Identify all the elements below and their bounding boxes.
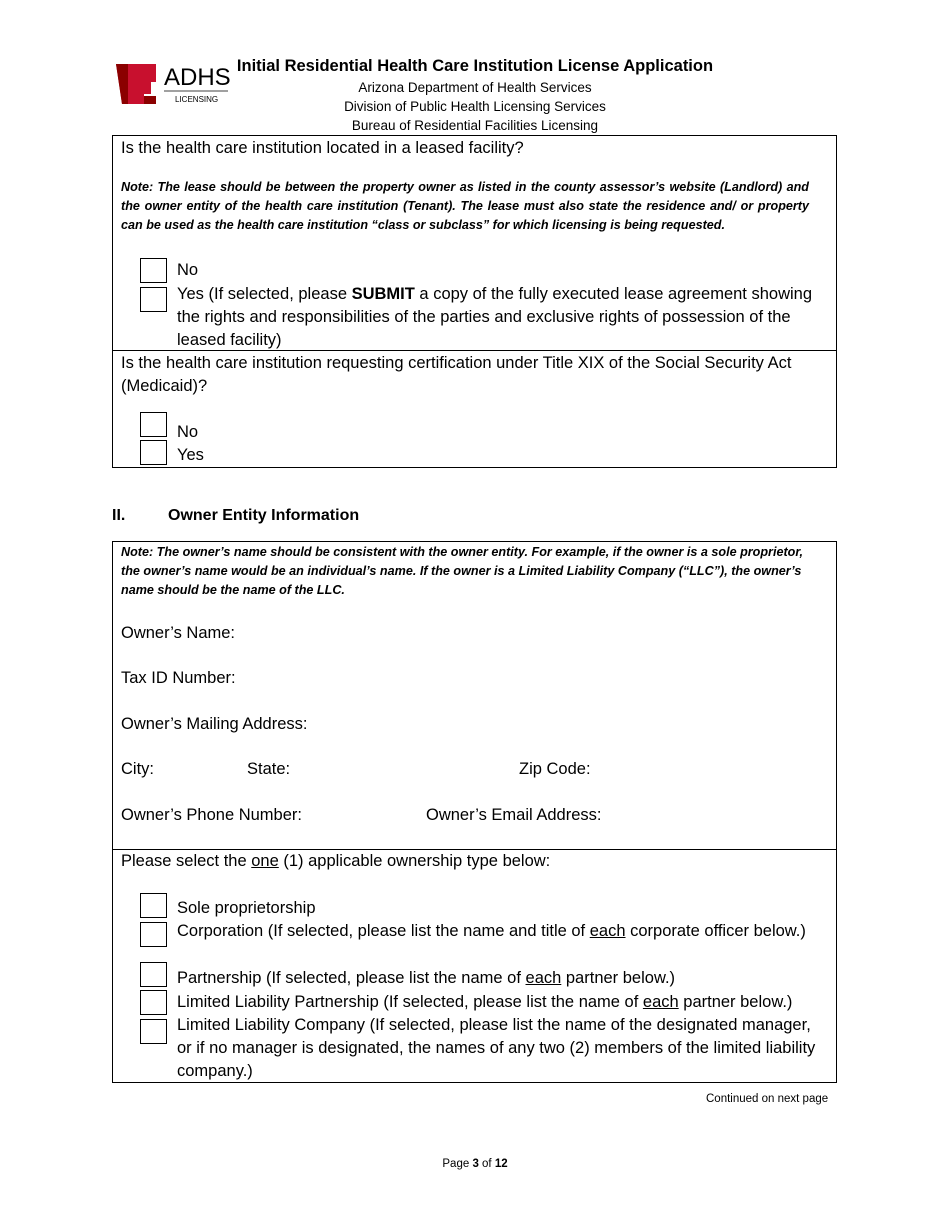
medicaid-no-checkbox[interactable] <box>140 412 167 437</box>
sole-proprietorship-label: Sole proprietorship <box>177 899 316 917</box>
lease-note: Note: The lease should be between the property owner as listed in the county assessor’s website (Landlord) and the owner entity of the health care institution (Tenant). The lease must also state the residence and/ or property can be used as the health care institution “class or subclass” for which licensing is being requested. <box>121 180 809 232</box>
llc-checkbox[interactable] <box>140 1019 167 1044</box>
medicaid-yes-label: Yes <box>177 446 204 464</box>
ownership-prompt: Please select the one (1) applicable ownership type below: <box>121 852 551 870</box>
tax-id-label: Tax ID Number: <box>121 669 236 687</box>
medicaid-yes-checkbox[interactable] <box>140 440 167 465</box>
city-label: City: <box>121 760 154 778</box>
lease-question: Is the health care institution located in a leased facility? <box>121 139 524 157</box>
page-number: Page 3 of 12 <box>442 1158 508 1170</box>
corporation-label: Corporation (If selected, please list the name and title of each corporate officer below.) <box>177 922 806 940</box>
llp-checkbox[interactable] <box>140 990 167 1015</box>
phone-label: Owner’s Phone Number: <box>121 806 302 824</box>
header-line-1: Arizona Department of Health Services <box>358 80 592 95</box>
lease-yes-label: Yes (If selected, please SUBMIT a copy of the fully executed lease agreement showing the rights and responsibilities of the parties and exclusive rights of possession of the leased facility) <box>177 285 813 349</box>
corporation-checkbox[interactable] <box>140 922 167 947</box>
section-title: Owner Entity Information <box>168 507 360 524</box>
llp-label: Limited Liability Partnership (If selected, please list the name of each partner below.) <box>177 993 793 1011</box>
header-line-2: Division of Public Health Licensing Services <box>344 99 606 114</box>
partnership-label: Partnership (If selected, please list the name of each partner below.) <box>177 969 676 987</box>
partnership-checkbox[interactable] <box>140 962 167 987</box>
lease-yes-checkbox[interactable] <box>140 287 167 312</box>
logo-subtext: LICENSING <box>175 95 219 104</box>
llc-label: Limited Liability Company (If selected, please list the name of the designated manager, or if no manager is designated, the names of any two (2) members of the limited liability company.) <box>177 1016 816 1080</box>
document-title: Initial Residential Health Care Institution License Application <box>236 57 714 75</box>
lease-no-label: No <box>177 261 199 279</box>
zip-label: Zip Code: <box>519 760 591 778</box>
owner-name-label: Owner’s Name: <box>121 624 236 642</box>
medicaid-question: Is the health care institution requesting certification under Title XIX of the Social Security Act (Medicaid)? <box>121 354 792 395</box>
state-label: State: <box>247 760 291 778</box>
continued-note: Continued on next page <box>706 1093 829 1105</box>
owner-note: Note: The owner’s name should be consistent with the owner entity. For example, if the owner is a sole proprietor, the owner’s name would be an individual’s name. If the owner is a Limited Liability Company (“LLC”), the owner’s name should be the name of the LLC. <box>121 545 804 597</box>
mailing-address-label: Owner’s Mailing Address: <box>121 715 308 733</box>
lease-no-checkbox[interactable] <box>140 258 167 283</box>
logo-text: ADHS <box>164 64 230 91</box>
sole-proprietorship-checkbox[interactable] <box>140 893 167 918</box>
medicaid-no-label: No <box>177 423 199 441</box>
header-line-3: Bureau of Residential Facilities Licensing <box>351 118 599 133</box>
email-label: Owner’s Email Address: <box>426 806 602 824</box>
section-number: II. <box>112 507 126 524</box>
